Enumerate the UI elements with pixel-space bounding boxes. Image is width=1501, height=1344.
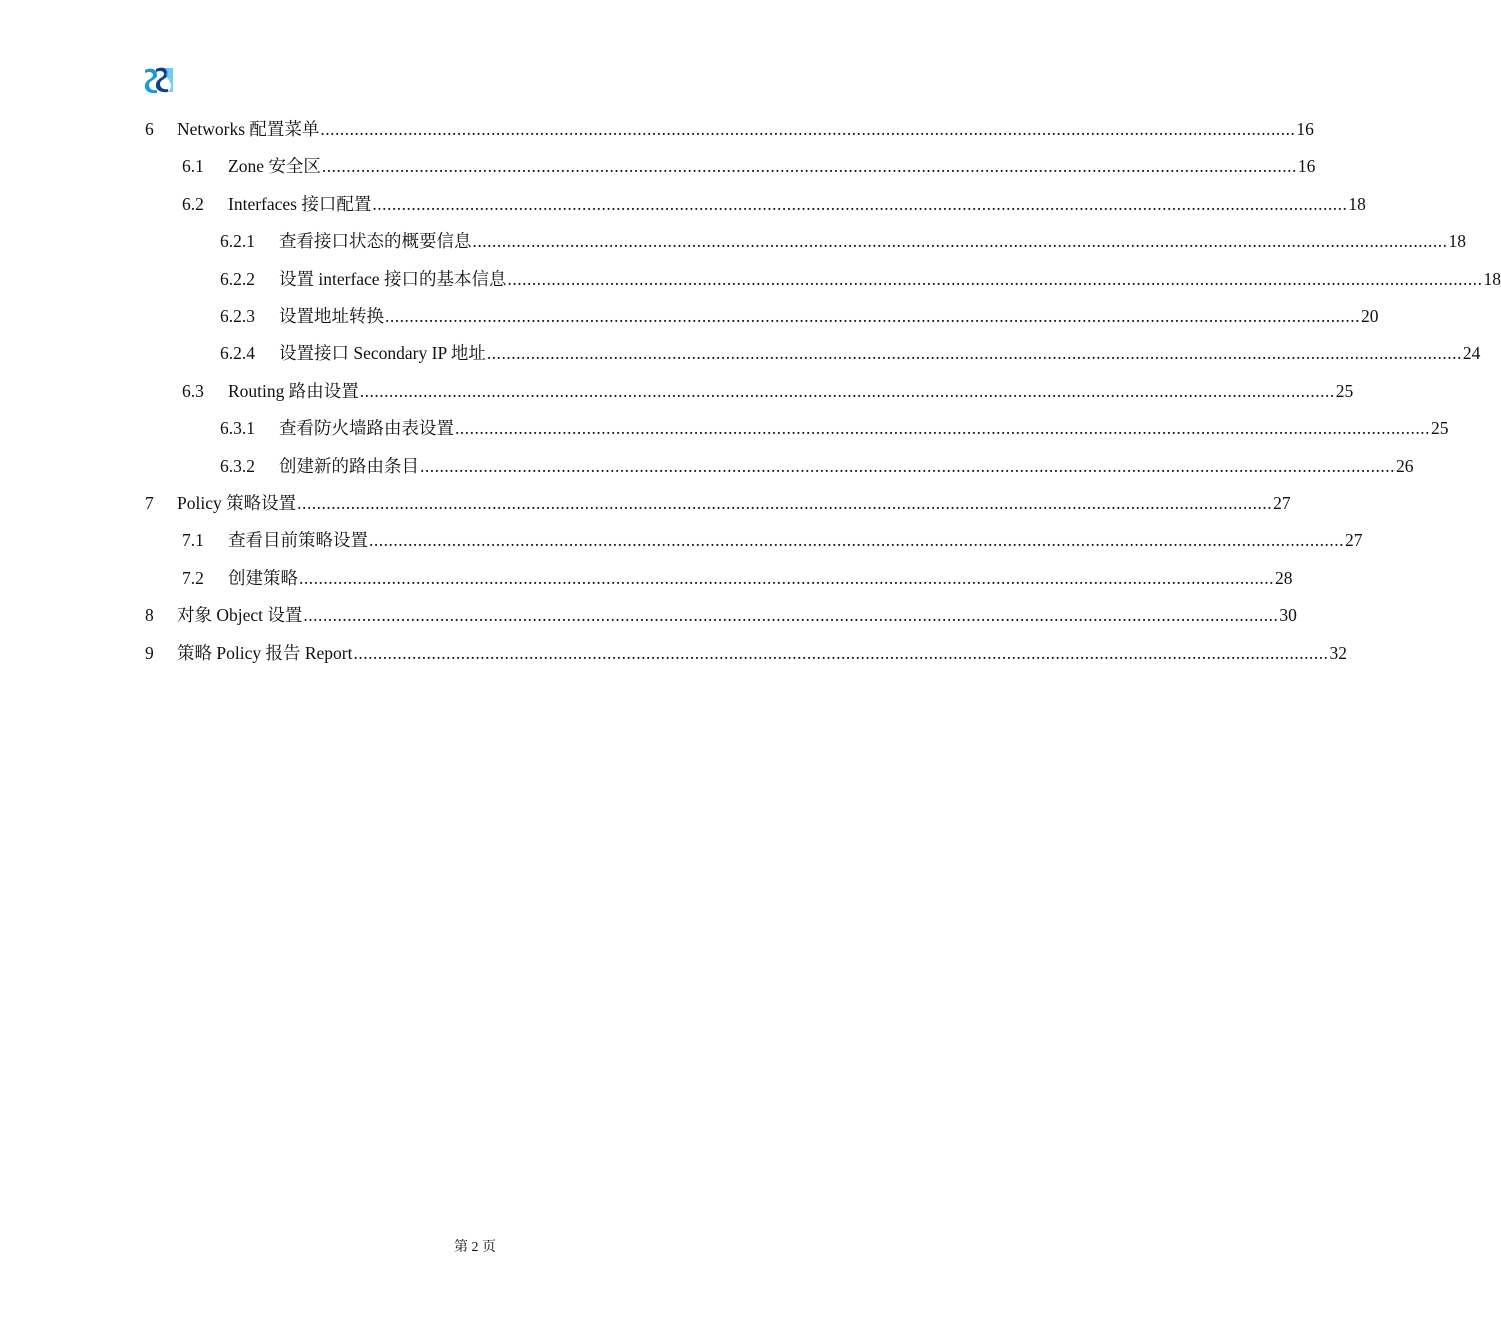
toc-entry-page: 18	[1483, 268, 1501, 289]
toc-dot-leader: ........................................................................................................................................................................................................	[353, 642, 1329, 663]
toc-entry-title: Routing 路由设置	[228, 380, 359, 401]
toc-entry-number: 7	[145, 493, 154, 513]
toc-entry-title: 查看目前策略设置	[228, 530, 368, 551]
toc-entry-title: 设置地址转换	[279, 306, 384, 326]
toc-entry-title: 设置接口 Secondary IP 地址	[279, 343, 486, 364]
toc-dot-leader: ........................................................................................................................................................................................................	[297, 493, 1273, 513]
toc-entry-page: 18	[1348, 193, 1366, 214]
toc-entry-page: 27	[1273, 493, 1291, 513]
toc-entry-page: 18	[1448, 231, 1466, 252]
toc-entry[interactable]	[0, 338, 1481, 368]
toc-entry-title: 查看接口状态的概要信息	[279, 231, 472, 252]
toc-entry-page: 25	[1335, 380, 1354, 401]
toc-dot-leader: ........................................................................................................................................................................................................	[372, 193, 1348, 214]
toc-entry-title: 创建策略	[228, 567, 298, 588]
company-logo-icon	[143, 66, 174, 94]
toc-entry-title: Networks 配置菜单	[177, 119, 320, 139]
toc-dot-leader: ........................................................................................................................................................................................................	[455, 418, 1430, 439]
toc-entry-number: 6.2	[182, 193, 204, 214]
toc-dot-leader: ........................................................................................................................................................................................................	[472, 231, 1448, 252]
toc-entry-number: 7.2	[182, 567, 204, 588]
toc-dot-leader: ........................................................................................................................................................................................................	[385, 306, 1360, 326]
toc-entry[interactable]	[0, 226, 1466, 256]
toc-entry-page: 26	[1396, 455, 1414, 476]
toc-entry[interactable]	[0, 638, 1347, 668]
toc-entry-page: 32	[1329, 642, 1347, 663]
toc-entry-title: 查看防火墙路由表设置	[279, 418, 454, 439]
page-number-footer: 第 2 页	[454, 1240, 496, 1255]
toc-entry[interactable]	[0, 376, 1354, 406]
toc-dot-leader: ........................................................................................................................................................................................................	[369, 530, 1344, 551]
toc-entry-title: 设置 interface 接口的基本信息	[279, 268, 507, 289]
toc-entry[interactable]	[0, 600, 1297, 630]
toc-entry[interactable]	[0, 451, 1414, 481]
toc-entry-page: 20	[1361, 306, 1379, 326]
toc-entry-number: 6.1	[182, 156, 204, 177]
toc-entry-page: 27	[1345, 530, 1363, 551]
toc-entry-number: 6.2.3	[220, 306, 255, 326]
toc-entry-number: 6.2.2	[220, 268, 255, 289]
toc-entry[interactable]	[0, 189, 1366, 219]
toc-entry[interactable]	[0, 301, 1379, 331]
toc-entry-number: 9	[145, 642, 154, 663]
toc-entry-title: 策略 Policy 报告 Report	[177, 642, 353, 663]
toc-entry[interactable]	[0, 114, 1314, 144]
toc-entry-title: 创建新的路由条目	[279, 455, 419, 476]
toc-entry-number: 6.2.4	[220, 343, 255, 364]
toc-dot-leader: ........................................................................................................................................................................................................	[507, 268, 1483, 289]
toc-entry-page: 25	[1431, 418, 1449, 439]
toc-entry-number: 6.3.1	[220, 418, 255, 439]
toc-entry-title: 对象 Object 设置	[177, 605, 303, 626]
toc-dot-leader: ........................................................................................................................................................................................................	[299, 567, 1274, 588]
toc-entry-number: 6.2.1	[220, 231, 255, 252]
toc-dot-leader: ........................................................................................................................................................................................................	[303, 605, 1279, 626]
toc-entry-title: Interfaces 接口配置	[228, 193, 372, 214]
toc-entry-page: 30	[1279, 605, 1297, 626]
toc-entry-number: 7.1	[182, 530, 204, 551]
toc-entry[interactable]	[0, 525, 1363, 555]
toc-entry[interactable]	[0, 264, 1501, 294]
toc-dot-leader: ........................................................................................................................................................................................................	[359, 380, 1335, 401]
toc-dot-leader: ........................................................................................................................................................................................................	[320, 119, 1296, 139]
toc-entry-page: 16	[1297, 156, 1316, 177]
toc-entry-number: 8	[145, 605, 154, 626]
toc-dot-leader: ........................................................................................................................................................................................................	[321, 156, 1297, 177]
toc-entry[interactable]	[0, 488, 1291, 518]
toc-entry-number: 6	[145, 119, 154, 139]
toc-entry[interactable]	[0, 151, 1316, 181]
toc-entry-page: 28	[1275, 567, 1293, 588]
toc-entry-number: 6.3.2	[220, 455, 255, 476]
toc-entry-number: 6.3	[182, 380, 204, 401]
toc-dot-leader: ........................................................................................................................................................................................................	[486, 343, 1462, 364]
toc-entry-page: 24	[1462, 343, 1481, 364]
toc-entry-page: 16	[1296, 119, 1314, 139]
toc-entry-title: Zone 安全区	[228, 156, 321, 177]
toc-dot-leader: ........................................................................................................................................................................................................	[420, 455, 1395, 476]
toc-entry[interactable]	[0, 413, 1449, 443]
toc-entry-title: Policy 策略设置	[177, 493, 297, 513]
toc-entry[interactable]	[0, 563, 1293, 593]
